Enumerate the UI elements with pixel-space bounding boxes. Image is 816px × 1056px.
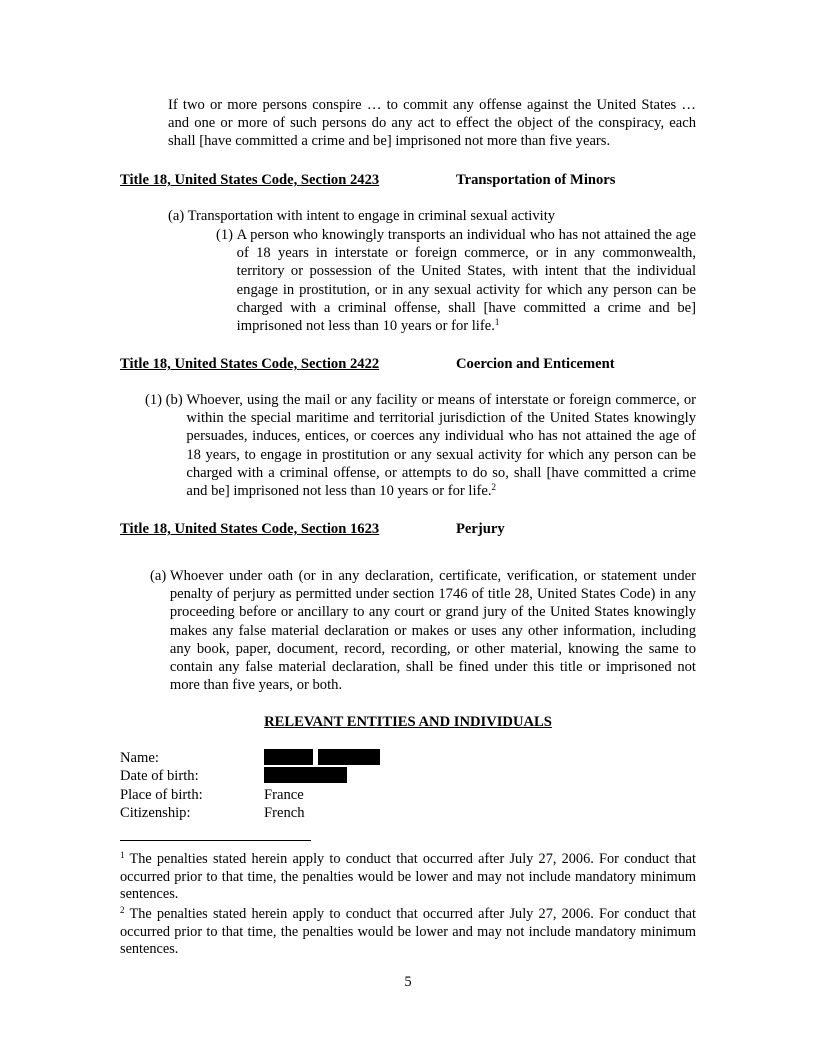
entity-label-name: Name: <box>120 750 159 766</box>
entities-title: RELEVANT ENTITIES AND INDIVIDUALS <box>264 714 552 730</box>
section-2423-citation: Title 18, United States Code, Section 2423 <box>120 172 380 188</box>
conspiracy-quote-text: If two or more persons conspire … to commit any offense against the United States … and one or more of such persons do any act to effect the object of the conspiracy, each shall [have committed a crime and be] imprisoned not more than five years. <box>168 97 696 150</box>
section-2422-citation: Title 18, United States Code, Section 2422 <box>120 356 380 372</box>
footnote-2-text: The penalties stated herein apply to conduct that occurred after July 27, 2006. For conduct that occurred prior to that time, the penalties would be lower and may not include mandatory minimum sentences. <box>120 906 696 958</box>
entity-label-place-of-birth: Place of birth: <box>120 787 203 803</box>
section-2422-subject: Coercion and Enticement <box>456 356 615 372</box>
section-2422-heading <box>120 355 700 375</box>
footnote-ref-2: 2 <box>491 482 497 493</box>
entity-label-citizenship: Citizenship: <box>120 805 191 821</box>
entity-label-dob: Date of birth: <box>120 768 199 784</box>
section-2423-subject: Transportation of Minors <box>456 172 616 188</box>
section-2423-item <box>216 226 696 335</box>
section-1623-heading <box>120 520 700 540</box>
redaction-block <box>264 767 347 783</box>
footnote-separator <box>120 840 311 841</box>
entity-value-place-of-birth: France <box>264 787 304 803</box>
conspiracy-quote <box>168 96 696 151</box>
footnote-1-number: 1 <box>120 850 125 860</box>
section-2422-item <box>145 391 696 500</box>
section-2422-item-text: Whoever, using the mail or any facility or means of interstate or foreign commerce, or within the special maritime and territorial jurisdiction of the United States knowingly persuades, induces, entices, or coerces any individual who has not attained the age of 18 years, to engage in prostitution or any sexual activity for which any person can be charged with a criminal offense, or attempts to do so, shall [have committed a crime and be] imprisoned not less than 10 years or for life. <box>186 392 696 500</box>
section-2422-item-body <box>186 391 696 500</box>
entity-value-citizenship: French <box>264 805 305 821</box>
section-2423-heading <box>120 171 700 191</box>
footnote-2 <box>120 906 696 959</box>
section-2423-intro <box>168 207 696 225</box>
footnote-2-number: 2 <box>120 905 125 915</box>
footnote-1-text: The penalties stated herein apply to conduct that occurred after July 27, 2006. For conduct that occurred prior to that time, the penalties would be lower and may not include mandatory minimum sentences. <box>120 851 696 903</box>
section-2423-item-label: (1) <box>216 227 237 243</box>
section-2422-item-label: (1) (b) <box>145 392 187 408</box>
section-1623-item <box>150 567 696 694</box>
redaction-block <box>264 749 313 765</box>
footnote-ref-1: 1 <box>494 317 500 328</box>
section-2423-item-body <box>237 226 696 335</box>
section-1623-subject: Perjury <box>456 521 505 537</box>
section-2423-item-text: A person who knowingly transports an individual who has not attained the age of 18 years in interstate or foreign commerce, or in any commonwealth, territory or possession of the United States, with intent that the individual engage in prostitution, or in any sexual activity for which any person can be charged with a criminal offense, shall [have committed a crime and be] imprisoned not less than 10 years or for life. <box>236 227 696 335</box>
entity-value-name <box>264 749 380 767</box>
footnote-1 <box>120 851 696 904</box>
section-1623-item-text: Whoever under oath (or in any declaration, certificate, verification, or statement under penalty of perjury as permitted under section 1746 of title 28, United States Code) in any proceeding before or ancillary to any court or grand jury of the United States knowingly makes any false material declaration or makes or uses any other information, including any book, paper, document, record, recording, or other material, knowing the same to contain any false material declaration, shall be fined under this title or imprisoned not more than five years, or both. <box>169 568 696 694</box>
redaction-block <box>318 749 380 765</box>
section-1623-item-label: (a) <box>150 568 170 584</box>
section-1623-citation: Title 18, United States Code, Section 1623 <box>120 521 380 537</box>
entity-value-dob <box>264 767 347 785</box>
page-number: 5 <box>404 974 412 990</box>
section-2423-intro-text: (a) Transportation with intent to engage in criminal sexual activity <box>168 208 556 224</box>
